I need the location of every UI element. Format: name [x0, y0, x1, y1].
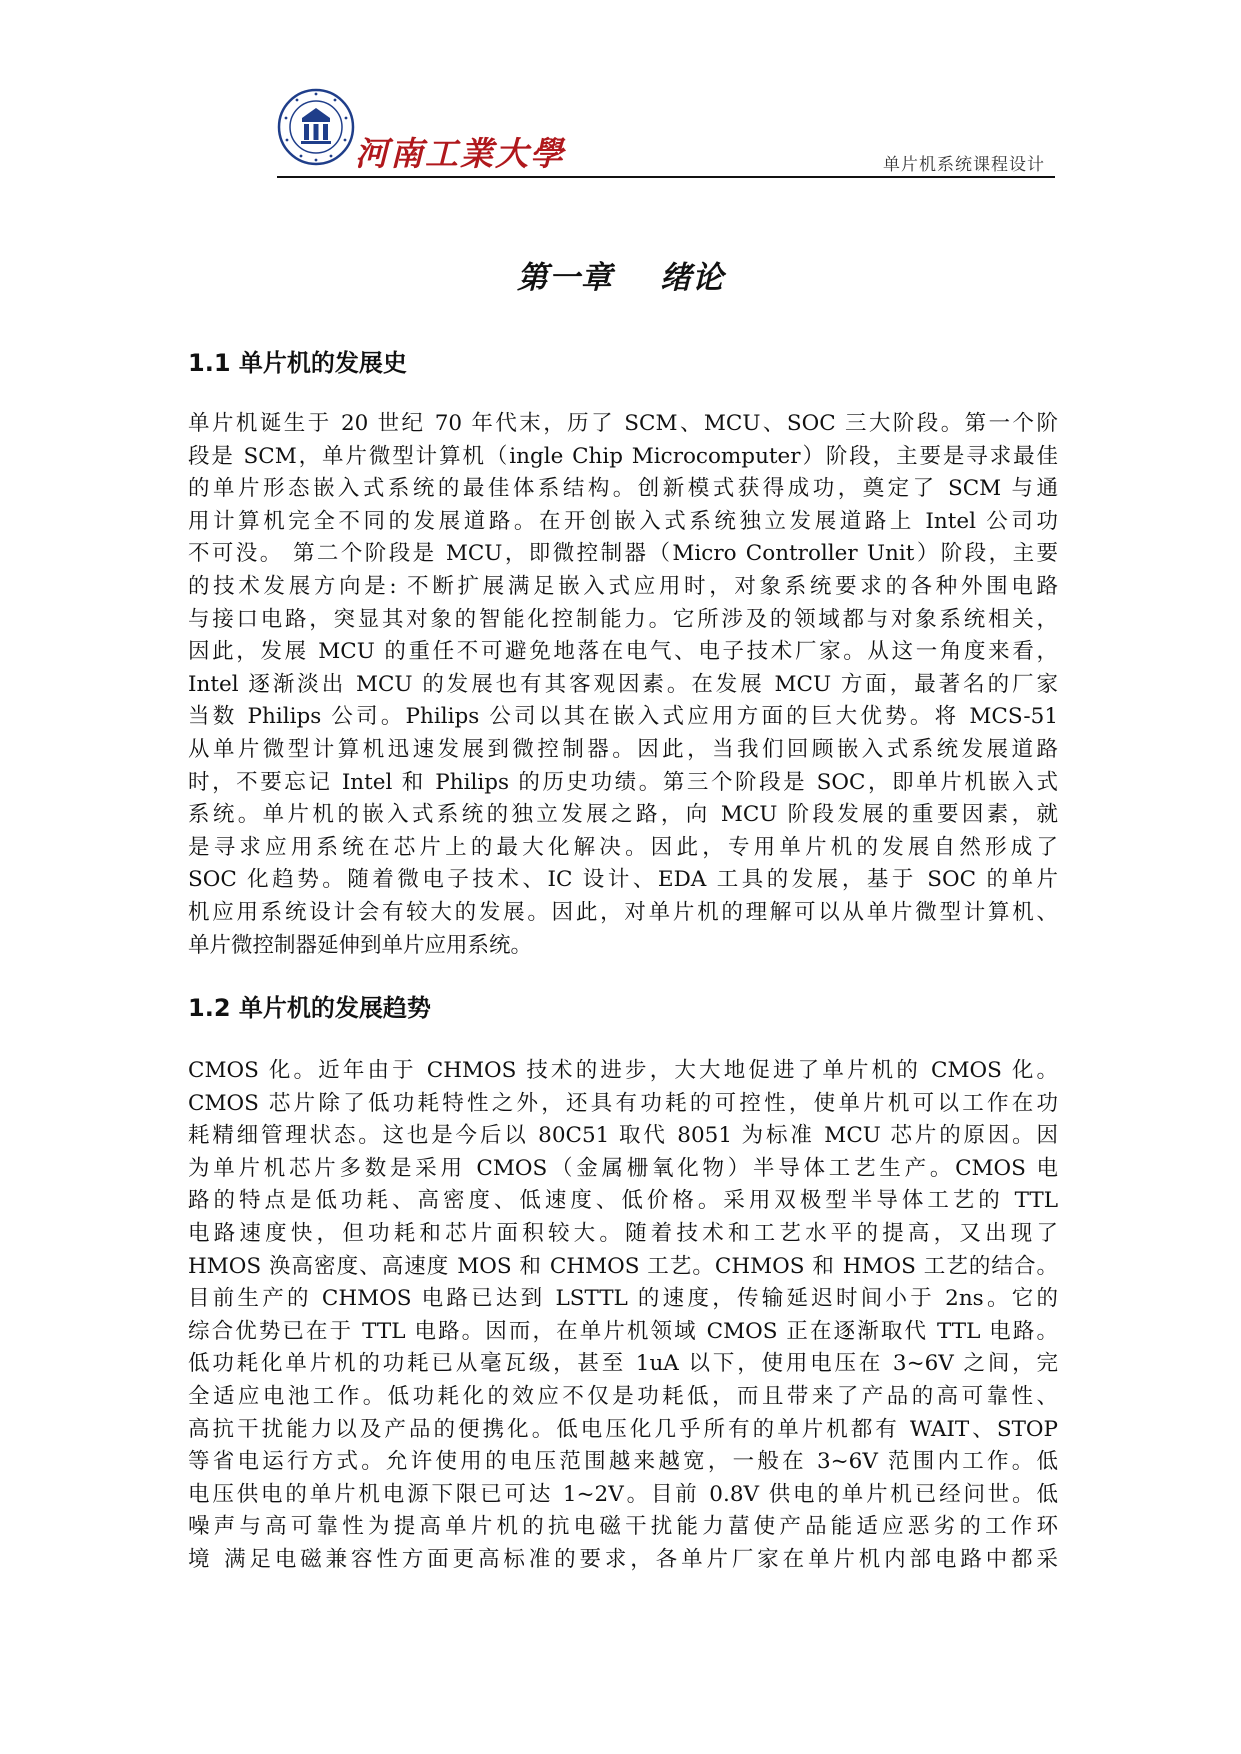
text-line: 是寻求应用系统在芯片上的最大化解决。因此，专用单片机的发展自然形成了	[188, 834, 1058, 860]
course-title: 单片机系统课程设计	[883, 155, 1045, 175]
text-line: Intel 逐渐淡出 MCU 的发展也有其客观因素。在发展 MCU 方面，最著名的厂家	[188, 671, 1058, 697]
university-wordmark-logo: 河南工業大學	[355, 134, 565, 173]
chapter-title: 第一章 绪论	[516, 260, 725, 296]
text-line: 高抗干扰能力以及产品的便携化。低电压化几乎所有的单片机都有 WAIT、STOP	[188, 1416, 1058, 1442]
text-line: 路的特点是低功耗、高密度、低速度、低价格。采用双极型半导体工艺的 TTL	[188, 1188, 1058, 1214]
text-line: 耗精细管理状态。这也是今后以 80C51 取代 8051 为标准 MCU 芯片的原因。因	[188, 1123, 1058, 1149]
text-line: 为单片机芯片多数是采用 CMOS（金属栅氧化物）半导体工艺生产。CMOS 电	[188, 1155, 1058, 1181]
section-1-1-paragraph	[188, 408, 1058, 962]
text-line: 目前生产的 CHMOS 电路已达到 LSTTL 的速度，传输延迟时间小于 2ns。它的	[188, 1286, 1058, 1312]
text-line: 单片机诞生于 20 世纪 70 年代末，历了 SCM、MCU、SOC 三大阶段。第一个阶	[188, 411, 1058, 436]
text-line: 不可没。 第二个阶段是 MCU，即微控制器（Micro Controller Unit）阶段，主要	[188, 541, 1058, 567]
text-line: HMOS 涣高密度、高速度 MOS 和 CHMOS 工艺。CHMOS 和 HMOS 工艺的结合。	[188, 1253, 1058, 1279]
text-line: 噪声与高可靠性为提高单片机的抗电磁干扰能力葍使产品能适应恶劣的工作环	[188, 1514, 1058, 1540]
text-line: 时，不要忘记 Intel 和 Philips 的历史功绩。第三个阶段是 SOC，即单片机嵌入式	[188, 769, 1058, 795]
page-header	[277, 88, 1055, 180]
text-line: 与接口电路，突显其对象的智能化控制能力。它所涉及的领域都与对象系统相关，	[188, 606, 1058, 632]
text-line: 电压供电的单片机电源下限已可达 1~2V。目前 0.8V 供电的单片机已经问世。低	[188, 1481, 1058, 1507]
section-1-2-paragraph	[188, 1055, 1058, 1577]
text-line: 的单片形态嵌入式系统的最佳体系结构。创新模式获得成功，奠定了 SCM 与通	[188, 476, 1058, 502]
university-seal-logo	[277, 88, 355, 166]
text-line: 境 满足电磁兼容性方面更高标准的要求，各单片厂家在单片机内部电路中都采	[188, 1546, 1058, 1572]
text-line: 电路速度快，但功耗和芯片面积较大。随着技术和工艺水平的提高，又出现了	[188, 1220, 1058, 1246]
text-line: CMOS 芯片除了低功耗特性之外，还具有功耗的可控性，使单片机可以工作在功	[188, 1090, 1058, 1116]
header-divider	[277, 176, 1055, 178]
text-line: 当数 Philips 公司。Philips 公司以其在嵌入式应用方面的巨大优势。将 MCS-51	[188, 704, 1058, 730]
text-line: 用计算机完全不同的发展道路。在开创嵌入式系统独立发展道路上 Intel 公司功	[188, 508, 1058, 534]
text-line: 等省电运行方式。允许使用的电压范围越来越宽，一般在 3~6V 范围内工作。低	[188, 1449, 1058, 1475]
text-line: 段是 SCM，单片微型计算机（ingle Chip Microcomputer）阶段，主要是寻求最佳	[188, 443, 1058, 469]
text-line: 的技术发展方向是: 不断扩展满足嵌入式应用时，对象系统要求的各种外围电路	[188, 573, 1058, 599]
text-line: 因此，发展 MCU 的重任不可避免地落在电气、电子技术厂家。从这一角度来看，	[188, 639, 1058, 665]
section-heading-1-1: 1.1 单片机的发展史	[188, 349, 407, 377]
text-line: 机应用系统设计会有较大的发展。因此，对单片机的理解可以从单片微型计算机、	[188, 899, 1058, 925]
section-heading-1-2: 1.2 单片机的发展趋势	[188, 994, 431, 1022]
text-line: 综合优势已在于 TTL 电路。因而，在单片机领域 CMOS 正在逐渐取代 TTL 电路。	[188, 1318, 1058, 1344]
text-line: SOC 化趋势。随着微电子技术、IC 设计、EDA 工具的发展，基于 SOC 的单片	[188, 867, 1058, 893]
text-line: 从单片微型计算机迅速发展到微控制器。因此，当我们回顾嵌入式系统发展道路	[188, 736, 1058, 762]
text-line: 单片微控制器延伸到单片应用系统。	[188, 932, 533, 958]
text-line: 全适应电池工作。低功耗化的效应不仅是功耗低，而且带来了产品的高可靠性、	[188, 1383, 1058, 1409]
text-line: 低功耗化单片机的功耗已从毫瓦级，甚至 1uA 以下，使用电压在 3~6V 之间，完	[188, 1351, 1058, 1377]
text-line: CMOS 化。近年由于 CHMOS 技术的进步，大大地促进了单片机的 CMOS 化。	[188, 1058, 1058, 1083]
text-line: 系统。单片机的嵌入式系统的独立发展之路，向 MCU 阶段发展的重要因素，就	[188, 802, 1058, 828]
